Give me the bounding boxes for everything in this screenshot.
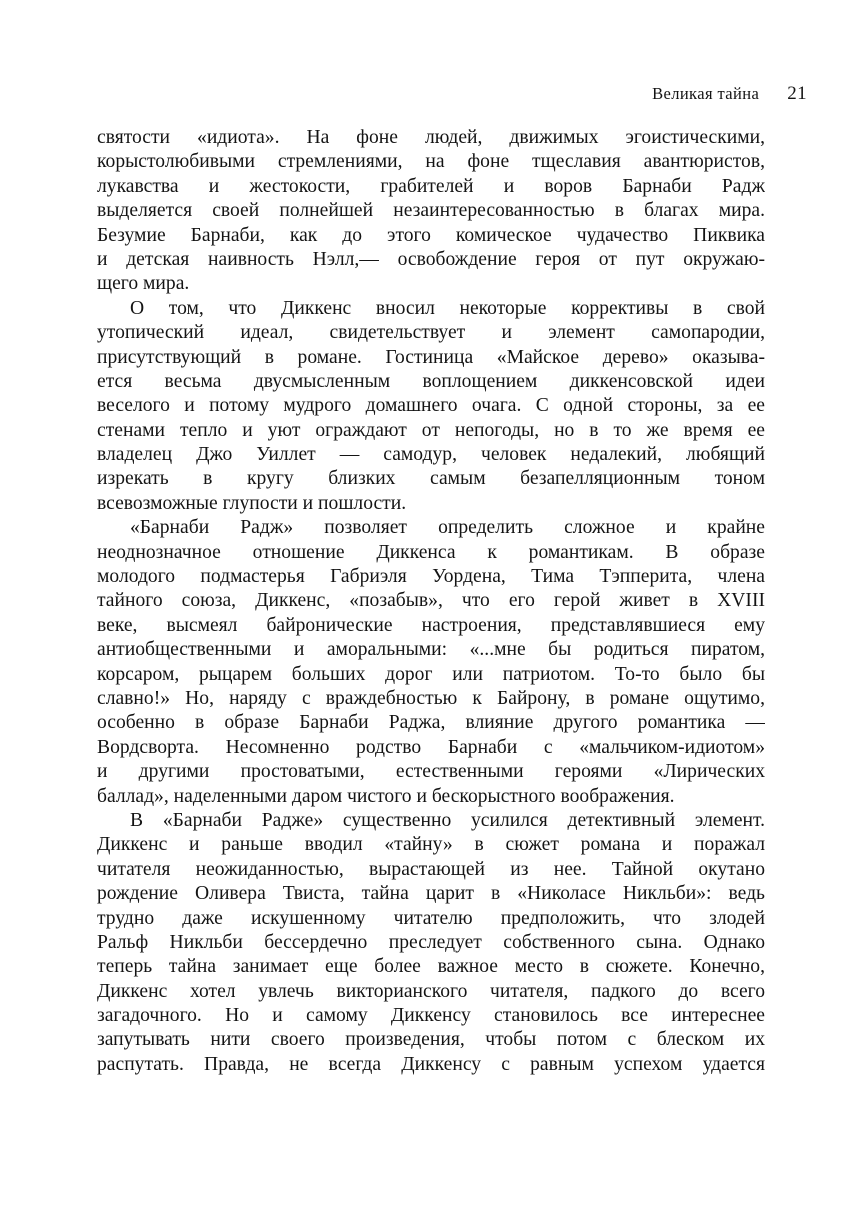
running-head-title: Великая тайна bbox=[652, 84, 760, 103]
text-line: стенами тепло и уют ограждают от непогоды, но в то же время ее bbox=[97, 419, 765, 441]
text-line: теперь тайна занимает еще более важное место в сюжете. Конечно, bbox=[97, 956, 765, 978]
paragraph bbox=[97, 809, 765, 1077]
text-line: щего мира. bbox=[97, 273, 190, 295]
text-line: рождение Оливера Твиста, тайна царит в «Николасе Никльби»: ведь bbox=[97, 883, 765, 905]
text-line: баллад», наделенными даром чистого и бескорыстного воображения. bbox=[97, 785, 675, 807]
text-line: О том, что Диккенс вносил некоторые коррективы в свой bbox=[130, 297, 765, 319]
text-line: молодого подмастерья Габриэля Уордена, Тима Тэпперита, члена bbox=[97, 566, 765, 588]
text-line: выделяется своей полнейшей незаинтересованностью в благах мира. bbox=[97, 200, 765, 222]
text-line: загадочного. Но и самому Диккенсу становилось все интереснее bbox=[97, 1005, 765, 1027]
text-line: Диккенс и раньше вводил «тайну» в сюжет романа и поражал bbox=[97, 834, 765, 856]
text-line: запутывать нити своего произведения, чтобы потом с блеском их bbox=[97, 1029, 765, 1051]
text-line: славно!» Но, наряду с враждебностью к Байрону, в романе ощутимо, bbox=[97, 687, 765, 709]
paragraph bbox=[97, 297, 765, 517]
text-line: всевозможные глупости и пошлости. bbox=[97, 492, 407, 514]
text-line: Ральф Никльби бессердечно преследует собственного сына. Однако bbox=[97, 931, 765, 953]
text-line: присутствующий в романе. Гостиница «Майское дерево» оказыва- bbox=[97, 346, 765, 368]
text-line: тайного союза, Диккенс, «позабыв», что его герой живет в XVIII bbox=[97, 590, 765, 612]
paragraph bbox=[97, 126, 765, 297]
body-text bbox=[97, 126, 765, 1077]
text-line: изрекать в кругу близких самым безапелляционным тоном bbox=[97, 468, 765, 490]
text-line: особенно в образе Барнаби Раджа, влияние другого романтика — bbox=[97, 712, 765, 734]
text-line: утопический идеал, свидетельствует и элемент самопародии, bbox=[97, 322, 765, 344]
running-head bbox=[652, 83, 807, 107]
text-line: лукавства и жестокости, грабителей и воров Барнаби Радж bbox=[97, 175, 765, 197]
text-line: веселого и потому мудрого домашнего очага. С одной стороны, за ее bbox=[97, 395, 765, 417]
text-line: Вордсворта. Несомненно родство Барнаби с «мальчиком-идиотом» bbox=[97, 736, 765, 758]
text-line: Диккенс хотел увлечь викторианского читателя, падкого до всего bbox=[97, 980, 765, 1002]
text-line: ется весьма двусмысленным воплощением диккенсовской идеи bbox=[97, 370, 765, 392]
text-line: распутать. Правда, не всегда Диккенсу с равным успехом удается bbox=[97, 1053, 765, 1075]
text-line: трудно даже искушенному читателю предположить, что злодей bbox=[97, 907, 765, 929]
text-line: читателя неожиданностью, вырастающей из нее. Тайной окутано bbox=[97, 858, 765, 880]
page-number: 21 bbox=[787, 83, 807, 104]
text-line: В «Барнаби Радже» существенно усилился детективный элемент. bbox=[130, 809, 765, 831]
text-line: корыстолюбивыми стремлениями, на фоне тщеславия авантюристов, bbox=[97, 151, 765, 173]
text-line: святости «идиота». На фоне людей, движимых эгоистическими, bbox=[97, 127, 765, 148]
book-page bbox=[97, 0, 807, 1211]
text-line: веке, высмеял байронические настроения, представлявшиеся ему bbox=[97, 614, 765, 636]
text-line: корсаром, рыцарем больших дорог или патриотом. То-то было бы bbox=[97, 663, 765, 685]
paragraph bbox=[97, 516, 765, 809]
text-line: антиобщественными и аморальными: «...мне бы родиться пиратом, bbox=[97, 639, 765, 661]
text-line: «Барнаби Радж» позволяет определить сложное и крайне bbox=[130, 517, 765, 539]
text-line: владелец Джо Уиллет — самодур, человек недалекий, любящий bbox=[97, 444, 765, 466]
text-line: Безумие Барнаби, как до этого комическое чудачество Пиквика bbox=[97, 224, 765, 246]
text-line: и другими простоватыми, естественными героями «Лирических bbox=[97, 761, 765, 783]
text-line: неоднозначное отношение Диккенса к романтикам. В образе bbox=[97, 541, 765, 563]
text-line: и детская наивность Нэлл,— освобождение героя от пут окружаю- bbox=[97, 248, 765, 270]
